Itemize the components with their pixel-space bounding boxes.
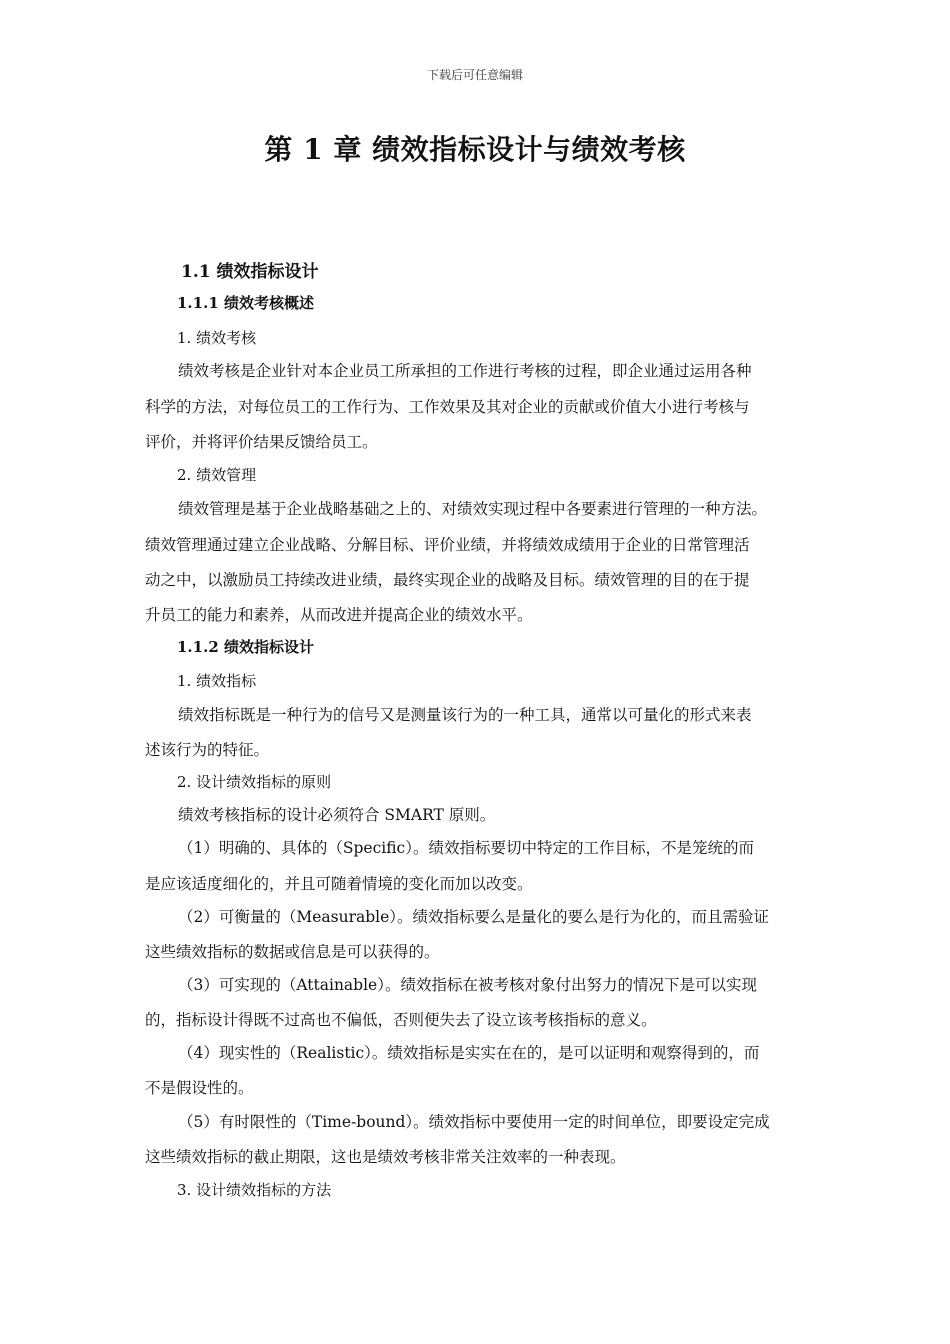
item-heading: 1. 绩效考核 <box>177 329 257 347</box>
principle-line: 不是假设性的。 <box>145 1079 254 1097</box>
item-heading: 2. 绩效管理 <box>177 466 257 484</box>
header-note: 下载后可任意编辑 <box>426 68 523 82</box>
item-heading: 1. 绩效指标 <box>177 672 257 690</box>
principle-line: （5）有时限性的（Time-bound）。绩效指标中要使用一定的时间单位，即要设定完成 <box>178 1113 770 1131</box>
section-heading-1-1-2: 1.1.2 绩效指标设计 <box>177 638 314 656</box>
principle-line: （1）明确的、具体的（Specific）。绩效指标要切中特定的工作目标，不是笼统的而 <box>178 839 754 857</box>
paragraph-line: 绩效考核指标的设计必须符合 SMART 原则。 <box>178 806 496 824</box>
paragraph-line: 绩效管理是基于企业战略基础之上的、对绩效实现过程中各要素进行管理的一种方法。 <box>178 500 768 518</box>
section-heading-1-1-1: 1.1.1 绩效考核概述 <box>177 294 314 312</box>
section-heading-1-1: 1.1 绩效指标设计 <box>181 262 319 282</box>
paragraph-line: 升员工的能力和素养，从而改进并提高企业的绩效水平。 <box>145 606 533 624</box>
principle-line: 这些绩效指标的数据或信息是可以获得的。 <box>145 943 440 961</box>
item-heading: 3. 设计绩效指标的方法 <box>177 1181 332 1199</box>
chapter-title: 第 1 章 绩效指标设计与绩效考核 <box>264 133 686 166</box>
paragraph-line: 科学的方法，对每位员工的工作行为、工作效果及其对企业的贡献或价值大小进行考核与 <box>145 398 750 416</box>
item-heading: 2. 设计绩效指标的原则 <box>177 773 332 791</box>
principle-line: 是应该适度细化的，并且可随着情境的变化而加以改变。 <box>145 875 533 893</box>
paragraph-line: 绩效考核是企业针对本企业员工所承担的工作进行考核的过程，即企业通过运用各种 <box>178 362 752 380</box>
paragraph-line: 评价，并将评价结果反馈给员工。 <box>145 433 378 451</box>
principle-line: （3）可实现的（Attainable）。绩效指标在被考核对象付出努力的情况下是可以实现 <box>178 976 757 994</box>
paragraph-line: 绩效管理通过建立企业战略、分解目标、评价业绩，并将绩效成绩用于企业的日常管理活 <box>145 536 750 554</box>
paragraph-line: 动之中，以激励员工持续改进业绩，最终实现企业的战略及目标。绩效管理的目的在于提 <box>145 571 750 589</box>
principle-line: 这些绩效指标的截止期限，这也是绩效考核非常关注效率的一种表现。 <box>145 1148 626 1166</box>
paragraph-line: 述该行为的特征。 <box>145 741 270 759</box>
principle-line: （4）现实性的（Realistic）。绩效指标是实实在在的，是可以证明和观察得到的，而 <box>178 1044 760 1062</box>
paragraph-line: 绩效指标既是一种行为的信号又是测量该行为的一种工具，通常以可量化的形式来表 <box>178 706 752 724</box>
principle-line: （2）可衡量的（Measurable）。绩效指标要么是量化的要么是行为化的，而且需验证 <box>178 908 770 926</box>
principle-line: 的，指标设计得既不过高也不偏低，否则便失去了设立该考核指标的意义。 <box>145 1011 657 1029</box>
